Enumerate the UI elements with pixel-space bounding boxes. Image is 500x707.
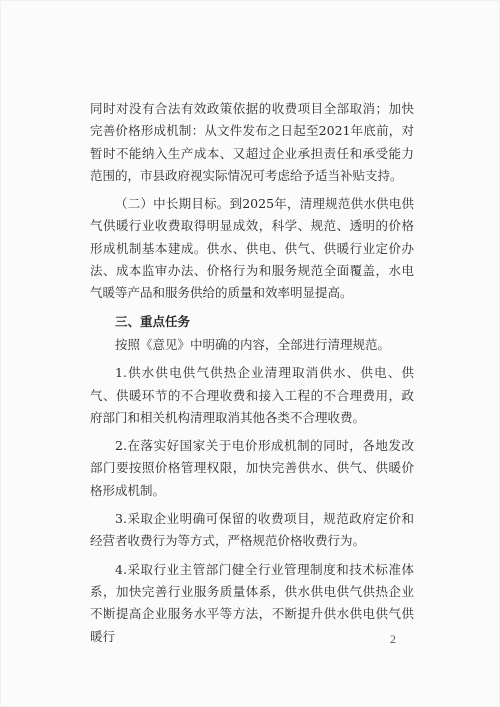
task-item-3: 3.采取企业明确可保留的收费项目，规范政府定价和经营者收费行为等方式，严格规范价格收费行为。 (90, 511, 414, 549)
task-item-4: 4.采取行业主管部门健全行业管理制度和技术标准体系，加快完善行业服务质量体系，供水供电供气供热企业不断提高企业服务水平等方法，不断提升供水供电供气供暖行 (90, 561, 414, 644)
section-heading-key-tasks: 三、重点任务 (115, 313, 191, 329)
page-number: 2 (390, 632, 396, 646)
task-item-1: 1.供水供电供气供热企业清理取消供水、供电、供气、供暖环节的不合理收费和接入工程的不合理费用，政府部门和相关机构清理取消其他各类不合理收费。 (90, 365, 414, 425)
task-item-2: 2.在落实好国家关于电价形成机制的同时，各地发改部门要按照价格管理权限，加快完善供水、供气、供暖价格形成机制。 (90, 438, 414, 498)
paragraph-continuation: 同时对没有合法有效政策依据的收费项目全部取消；加快完善价格形成机制：从文件发布之日起至2021年底前，对暂时不能纳入生产成本、又超过企业承担责任和承受能力范围的，市县政府视实际情况可考虑给予适当补贴支持。 (90, 101, 414, 183)
paragraph-medium-long-term-goal: （二）中长期目标。到2025年，清理规范供水供电供气供暖行业收费取得明显成效，科学、规范、透明的价格形成机制基本建成。供水、供电、供气、供暖行业定价办法、成本监审办法、价格行为和服务规范全面覆盖，水电气暖等产品和服务供给的质量和效率明显提高。 (90, 196, 414, 301)
document-body (90, 98, 414, 648)
task-intro: 按照《意见》中明确的内容，全部进行清理规范。 (115, 336, 391, 352)
